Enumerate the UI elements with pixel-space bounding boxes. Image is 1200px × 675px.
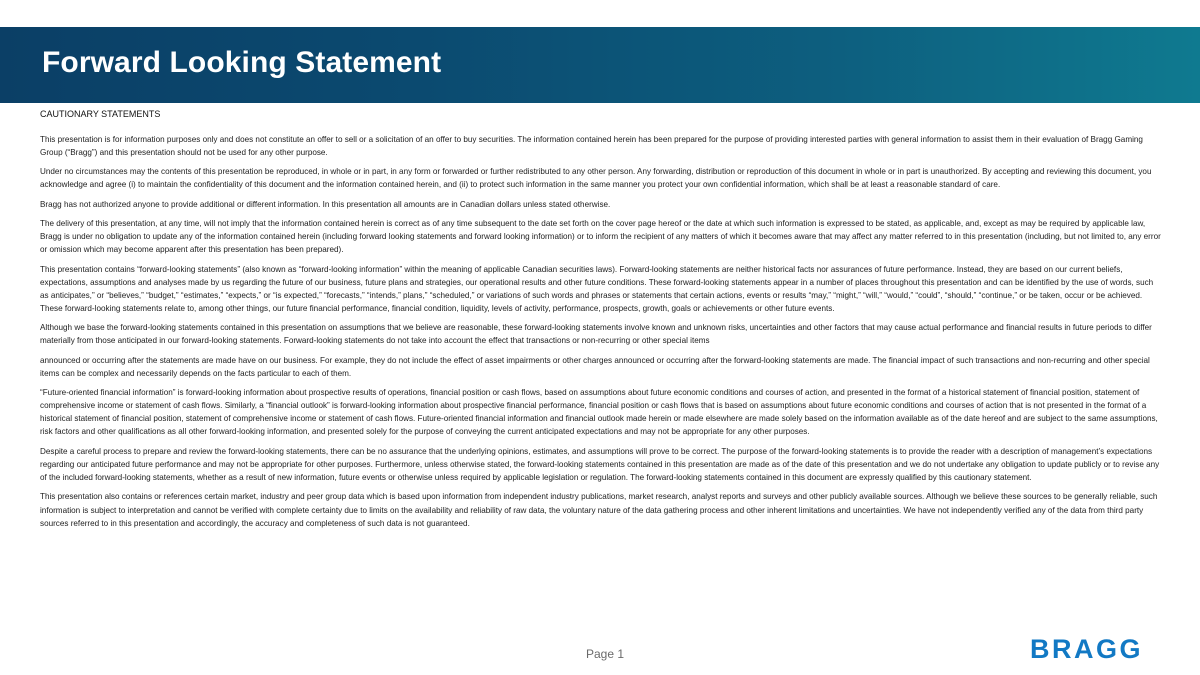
paragraph-assumptions: Although we base the forward-looking statements contained in this presentation on assumptions that we believe are reasonable, these forward-looking statements involve known and unknown risks, uncertainties and other factors that may cause actual performance and financial results in future periods to differ materially from those anticipated in our forward-looking statements. Forward-looking statements do not take into account the effect that transactions or non-recurring or other special items: [40, 323, 1152, 346]
section-heading: CAUTIONARY STATEMENTS: [40, 109, 161, 119]
paragraph-forward-looking: This presentation contains “forward-looking statements” (also known as “forward-looking information” within the meaning of applicable Canadian securities laws). Forward-looking statements are neither historical facts nor assurances of future performance. Instead, they are based on our current beliefs, expectations, assumptions and analyses made by us regarding the future of our business, future plans and strategies, our operational results and other future conditions. These forward-looking statements appear in a number of places throughout this presentation and can be identified by the use of words, such as anticipates,” or “believes,” “budget,” “estimates,” “expects,” or “is expected,” “forecasts,” “intends,” plans,” “scheduled,” or variations of such words and phrases or statements that certain actions, events or results “may,” “might,” “will,” “would,” “could”, “should,” “continue,” or be taken, occur or be achieved. These forward-looking statements relate to, among other things, our future financial performance, financial condition, liquidity, levels of activity, performance, prospects, growth, goals or achievements or other future events.: [40, 264, 1154, 313]
paragraph-fofi: “Future-oriented financial information” is forward-looking information about prospective results of operations, financial position or cash flows, based on assumptions about future economic conditions and courses of action, and presented in the format of a historical statement of financial position, statement of comprehensive income or statement of cash flows. Similarly, a “financial outlook” is forward-looking information about prospective financial performance, financial position or cash flows that is based on assumptions about future economic conditions and courses of action that is not presented in the format of a historical statement of financial position, statement of comprehensive income or statement of cash flows. Future-oriented financial information and financial outlook made herein or made elsewhere are made solely based on the information available as of the date hereof and are subject to the same assumptions, risk factors and other qualifications as all other forward-looking information, and presented solely for the purpose of conveying the current anticipated expectations and may not be appropriate for any other purposes.: [40, 388, 1158, 437]
page-title: Forward Looking Statement: [42, 46, 442, 79]
paragraph-confidentiality: Under no circumstances may the contents of this presentation be reproduced, in whole or in part, in any form or forwarded or further redistributed to any other person. Any forwarding, distribution or reproduction of this document in whole or in part is unauthorized. By accepting and reviewing this document, you acknowledge and agree (i) to maintain the confidentiality of this document and the information contained herein, and (ii) to protect such information in the same manner you protect your own confidential information, which shall be at least a reasonable standard of care.: [40, 167, 1152, 190]
page-number: Page 1: [586, 647, 625, 661]
paragraph-market-data: This presentation also contains or references certain market, industry and peer group data which is based upon information from independent industry publications, market research, analyst reports and surveys and other publicly available sources. Although we believe these sources to be generally reliable, such information is subject to interpretation and cannot be verified with complete certainty due to limits on the availability and reliability of raw data, the voluntary nature of the data gathering process and other inherent limitations and uncertainties. We have not independently verified any of the data from third party sources referred to in this presentation and accordingly, the accuracy and completeness of such data is not guaranteed.: [40, 492, 1158, 528]
bragg-logo: BRAGG: [1030, 634, 1143, 664]
paragraph-purpose: This presentation is for information purposes only and does not constitute an offer to sell or a solicitation of an offer to buy securities. The information contained herein has been prepared for the purpose of providing interested parties with general information to assist them in their evaluation of Bragg Gaming Group (“Bragg”) and this presentation should not be used for any other purpose.: [40, 134, 1143, 157]
paragraph-authorization: Bragg has not authorized anyone to provide additional or different information. In this presentation all amounts are in Canadian dollars unless stated otherwise.: [40, 199, 611, 209]
paragraph-delivery: The delivery of this presentation, at any time, will not imply that the information contained herein is correct as of any time subsequent to the date set forth on the cover page hereof or the date at which such information is expressed to be stated, as applicable, and, except as may be required by applicable law, Bragg is under no obligation to update any of the information contained herein (including forward looking statements and forward looking information) or to inform the recipient of any matters of which it becomes aware that may affect any matter referred to in this presentation (including, but not limited to, any error or omission which may become apparent after this presentation has been prepared).: [40, 218, 1161, 255]
paragraph-review-process: Despite a careful process to prepare and review the forward-looking statements, there can be no assurance that the underlying opinions, estimates, and assumptions will prove to be correct. The purpose of the forward-looking statements is to provide the reader with a description of management’s expectations regarding our anticipated future performance and may not be appropriate for other purposes. Furthermore, unless otherwise stated, the forward-looking statements contained in this presentation are made as of the date of this presentation and we do not undertake any obligation to update publicly or to revise any of the included forward-looking statements, whether as a result of new information, future events or otherwise unless required by applicable legislation or regulation. The forward-looking statements contained in this document are expressly qualified by this cautionary statement.: [40, 446, 1160, 483]
document-body: [40, 108, 1162, 536]
paragraph-special-items: announced or occurring after the statements are made have on our business. For example, they do not include the effect of asset impairments or other charges announced or occurring after the forward-looking statements are made. The financial impact of such transactions and non-recurring and other special items can be complex and necessarily depends on the facts particular to each of them.: [40, 355, 1150, 378]
